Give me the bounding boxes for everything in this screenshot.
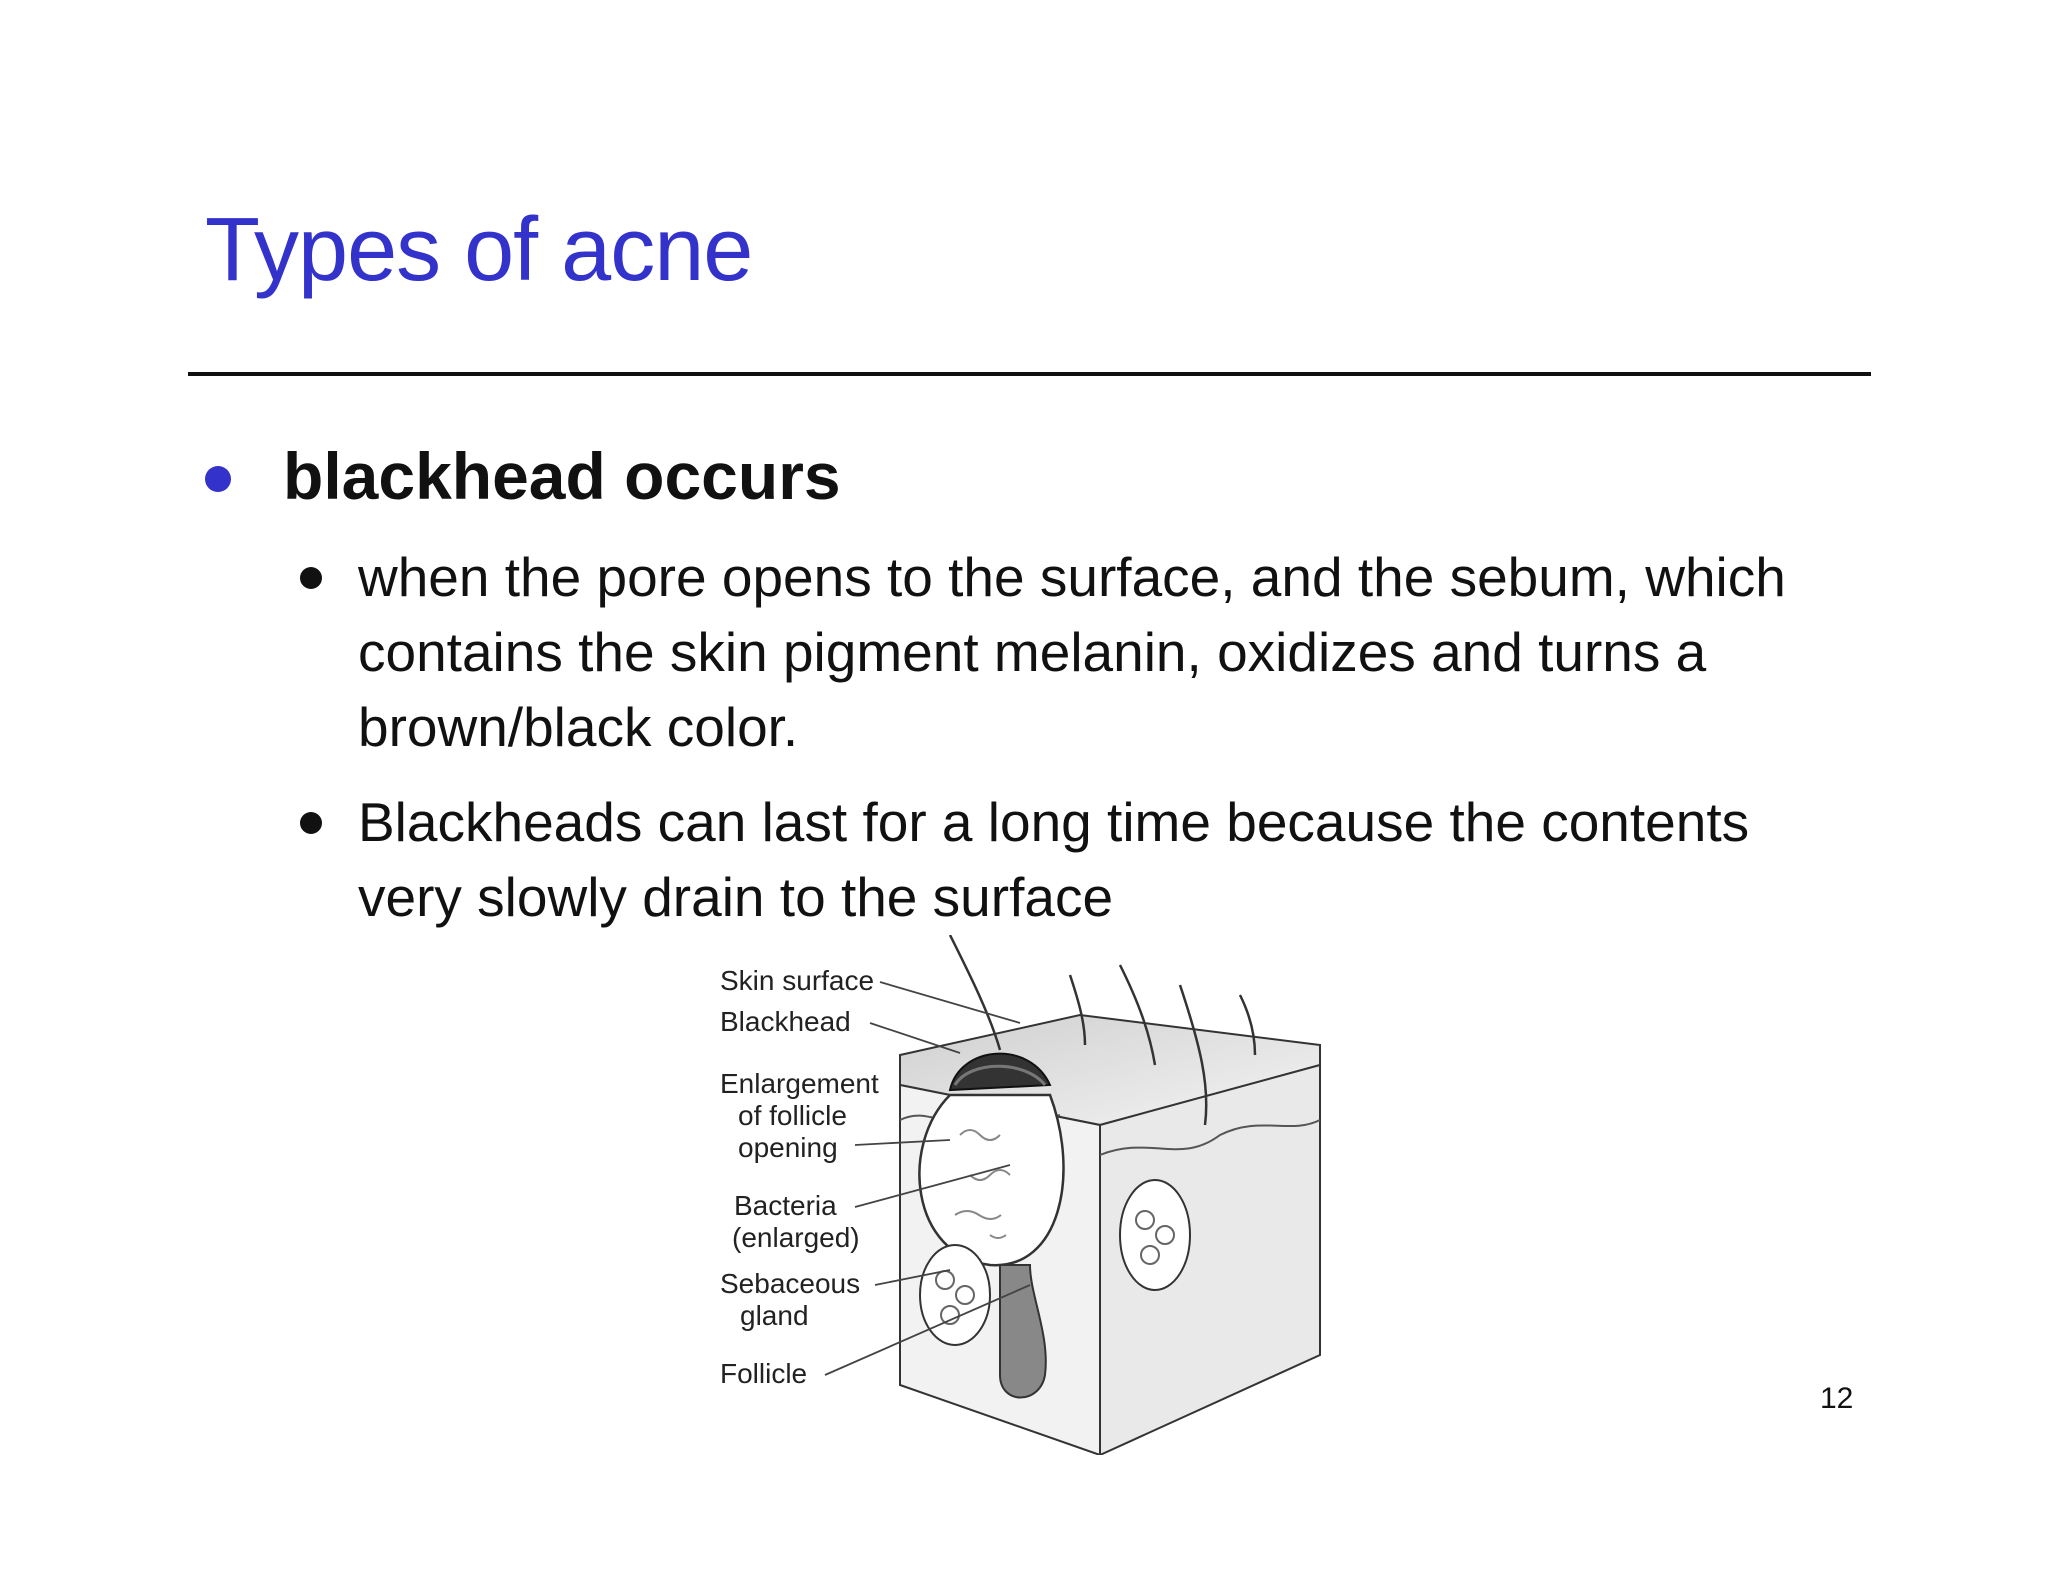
title-divider bbox=[188, 372, 1871, 376]
sub-bullet-list bbox=[300, 540, 1860, 955]
label-follicle: Follicle bbox=[720, 1358, 808, 1389]
label-blackhead: Blackhead bbox=[720, 1006, 851, 1037]
label-sebaceous-2: gland bbox=[740, 1300, 809, 1331]
slide-title: Types of acne bbox=[205, 200, 753, 300]
sub-bullet-dot-icon bbox=[300, 567, 322, 589]
label-enlargement-1: Enlargement bbox=[720, 1068, 879, 1099]
label-bacteria-2: (enlarged) bbox=[732, 1222, 860, 1253]
sub-bullet-text: when the pore opens to the surface, and the sebum, which contains the skin pigment melanin, oxidizes and turns a brown/black color. bbox=[358, 546, 1786, 758]
bullet-blackhead bbox=[205, 440, 841, 513]
label-enlargement-2: of follicle bbox=[738, 1100, 847, 1131]
sub-bullet-text: Blackheads can last for a long time because the contents very slowly drain to the surface bbox=[358, 791, 1750, 928]
sub-bullet-item bbox=[300, 785, 1860, 935]
sub-bullet-dot-icon bbox=[300, 812, 322, 834]
sub-bullet-item bbox=[300, 540, 1860, 765]
label-enlargement-3: opening bbox=[738, 1132, 838, 1163]
label-skin-surface: Skin surface bbox=[720, 965, 875, 996]
blackhead-diagram bbox=[700, 935, 1340, 1455]
page-number: 12 bbox=[1820, 1382, 1854, 1415]
label-bacteria-1: Bacteria bbox=[734, 1190, 837, 1221]
bullet-dot-icon bbox=[205, 466, 231, 492]
label-sebaceous-1: Sebaceous bbox=[720, 1268, 861, 1299]
bullet-heading: blackhead occurs bbox=[283, 439, 841, 513]
